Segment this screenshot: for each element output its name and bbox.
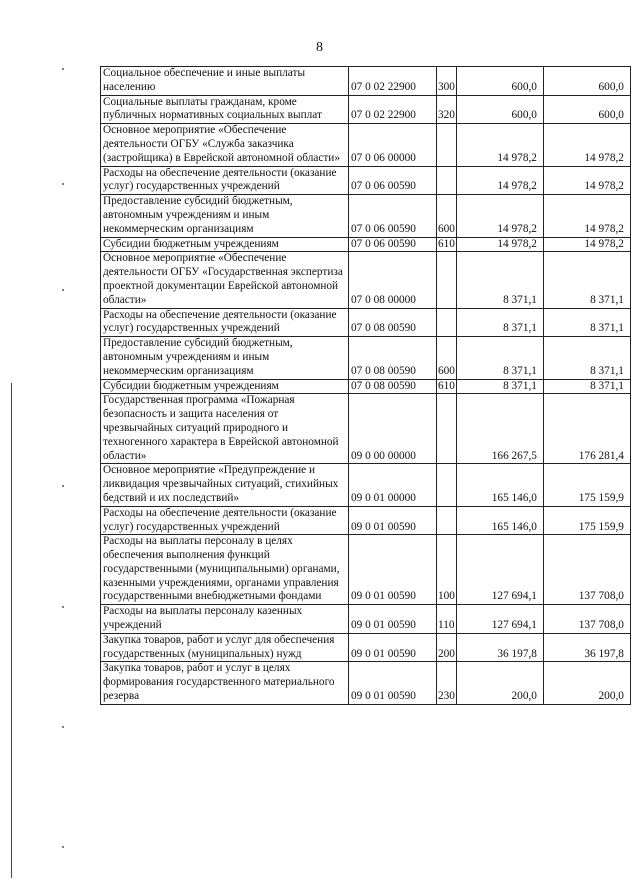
row-amount-year2: 14 978,2 [543, 195, 630, 237]
row-expense-type [437, 308, 457, 337]
page-number: 8 [316, 40, 323, 55]
table-row [101, 308, 631, 337]
row-target-code: 07 0 06 00590 [349, 166, 437, 195]
row-description: Социальное обеспечение и иные выплаты населению [101, 67, 349, 96]
row-description: Расходы на обеспечение деятельности (оказание услуг) государственных учреждений [101, 166, 349, 195]
row-description: Социальные выплаты гражданам, кроме публичных нормативных социальных выплат [101, 95, 349, 124]
row-amount-year2: 200,0 [543, 662, 630, 704]
row-amount-year2: 14 978,2 [543, 124, 630, 166]
row-description: Расходы на обеспечение деятельности (оказание услуг) государственных учреждений [101, 308, 349, 337]
row-amount-year1: 36 197,8 [456, 633, 543, 662]
row-target-code: 09 0 01 00590 [349, 506, 437, 535]
table-row [101, 535, 631, 605]
row-amount-year2: 14 978,2 [543, 237, 630, 252]
row-amount-year1: 600,0 [456, 95, 543, 124]
scan-speck [62, 289, 64, 291]
row-amount-year1: 14 978,2 [456, 237, 543, 252]
row-amount-year2: 36 197,8 [543, 633, 630, 662]
scan-margin-line [11, 383, 12, 878]
row-target-code: 07 0 02 22900 [349, 95, 437, 124]
scan-speck [62, 846, 64, 848]
row-amount-year1: 14 978,2 [456, 195, 543, 237]
row-target-code: 07 0 08 00590 [349, 308, 437, 337]
row-expense-type [437, 124, 457, 166]
row-amount-year1: 127 694,1 [456, 535, 543, 605]
row-expense-type: 200 [437, 633, 457, 662]
table-row [101, 67, 631, 96]
table-row [101, 662, 631, 704]
row-description: Расходы на выплаты персоналу казенных учреждений [101, 605, 349, 634]
table-row [101, 605, 631, 634]
table-row [101, 124, 631, 166]
table-row [101, 394, 631, 464]
row-amount-year1: 165 146,0 [456, 464, 543, 506]
table-row [101, 464, 631, 506]
row-description: Расходы на выплаты персоналу в целях обеспечения выполнения функций государственными (муниципальными) органами, казенными учреждениями, органами управления государственными внебюджетными фондами [101, 535, 349, 605]
row-amount-year1: 600,0 [456, 67, 543, 96]
row-expense-type [437, 252, 457, 308]
row-description: Предоставление субсидий бюджетным, автономным учреждениям и иным некоммерческим организациям [101, 195, 349, 237]
row-expense-type [437, 506, 457, 535]
table-row [101, 379, 631, 394]
row-amount-year2: 8 371,1 [543, 337, 630, 379]
row-description: Основное мероприятие «Обеспечение деятельности ОГБУ «Служба заказчика (застройщика) в Еврейской автономной области» [101, 124, 349, 166]
table-row [101, 166, 631, 195]
row-expense-type: 300 [437, 67, 457, 96]
row-expense-type: 100 [437, 535, 457, 605]
row-amount-year1: 200,0 [456, 662, 543, 704]
table-row [101, 633, 631, 662]
row-amount-year1: 14 978,2 [456, 166, 543, 195]
scan-speck [62, 68, 64, 70]
row-amount-year2: 175 159,9 [543, 464, 630, 506]
row-description: Субсидии бюджетным учреждениям [101, 237, 349, 252]
row-description: Расходы на обеспечение деятельности (оказание услуг) государственных учреждений [101, 506, 349, 535]
row-description: Закупка товаров, работ и услуг для обеспечения государственных (муниципальных) нужд [101, 633, 349, 662]
row-amount-year1: 8 371,1 [456, 379, 543, 394]
scan-speck [62, 606, 64, 608]
row-target-code: 07 0 06 00000 [349, 124, 437, 166]
table-row [101, 95, 631, 124]
row-amount-year1: 14 978,2 [456, 124, 543, 166]
row-target-code: 09 0 01 00590 [349, 633, 437, 662]
budget-table [100, 66, 631, 705]
row-target-code: 09 0 01 00590 [349, 662, 437, 704]
table-row [101, 506, 631, 535]
table-row [101, 237, 631, 252]
row-amount-year1: 166 267,5 [456, 394, 543, 464]
row-expense-type: 600 [437, 195, 457, 237]
row-amount-year1: 8 371,1 [456, 337, 543, 379]
row-expense-type: 110 [437, 605, 457, 634]
table-row [101, 252, 631, 308]
row-description: Предоставление субсидий бюджетным, автономным учреждениям и иным некоммерческим организациям [101, 337, 349, 379]
row-expense-type: 600 [437, 337, 457, 379]
row-target-code: 09 0 01 00000 [349, 464, 437, 506]
row-target-code: 07 0 06 00590 [349, 237, 437, 252]
row-target-code: 07 0 08 00590 [349, 379, 437, 394]
row-amount-year2: 8 371,1 [543, 379, 630, 394]
row-amount-year2: 8 371,1 [543, 252, 630, 308]
row-amount-year1: 127 694,1 [456, 605, 543, 634]
row-description: Государственная программа «Пожарная безопасность и защита населения от чрезвычайных ситуаций природного и техногенного характера в Еврейской автономной области» [101, 394, 349, 464]
table-row [101, 337, 631, 379]
row-expense-type: 610 [437, 237, 457, 252]
row-amount-year2: 175 159,9 [543, 506, 630, 535]
table-row [101, 195, 631, 237]
row-amount-year2: 137 708,0 [543, 605, 630, 634]
row-target-code: 09 0 00 00000 [349, 394, 437, 464]
row-description: Субсидии бюджетным учреждениям [101, 379, 349, 394]
row-amount-year2: 600,0 [543, 95, 630, 124]
row-amount-year2: 8 371,1 [543, 308, 630, 337]
row-amount-year2: 600,0 [543, 67, 630, 96]
row-expense-type: 230 [437, 662, 457, 704]
row-description: Закупка товаров, работ и услуг в целях формирования государственного материального резерва [101, 662, 349, 704]
row-target-code: 07 0 02 22900 [349, 67, 437, 96]
row-target-code: 07 0 06 00590 [349, 195, 437, 237]
row-expense-type: 320 [437, 95, 457, 124]
row-expense-type [437, 464, 457, 506]
row-amount-year1: 8 371,1 [456, 308, 543, 337]
row-amount-year1: 165 146,0 [456, 506, 543, 535]
scan-speck [62, 485, 64, 487]
row-amount-year1: 8 371,1 [456, 252, 543, 308]
scan-speck [62, 183, 64, 185]
row-expense-type: 610 [437, 379, 457, 394]
row-amount-year2: 176 281,4 [543, 394, 630, 464]
row-target-code: 09 0 01 00590 [349, 535, 437, 605]
row-amount-year2: 14 978,2 [543, 166, 630, 195]
row-amount-year2: 137 708,0 [543, 535, 630, 605]
row-target-code: 09 0 01 00590 [349, 605, 437, 634]
row-target-code: 07 0 08 00000 [349, 252, 437, 308]
row-expense-type [437, 394, 457, 464]
row-target-code: 07 0 08 00590 [349, 337, 437, 379]
row-description: Основное мероприятие «Предупреждение и ликвидация чрезвычайных ситуаций, стихийных бедствий и их последствий» [101, 464, 349, 506]
row-description: Основное мероприятие «Обеспечение деятельности ОГБУ «Государственная экспертиза проектной документации Еврейской автономной области» [101, 252, 349, 308]
scan-speck [62, 726, 64, 728]
row-expense-type [437, 166, 457, 195]
